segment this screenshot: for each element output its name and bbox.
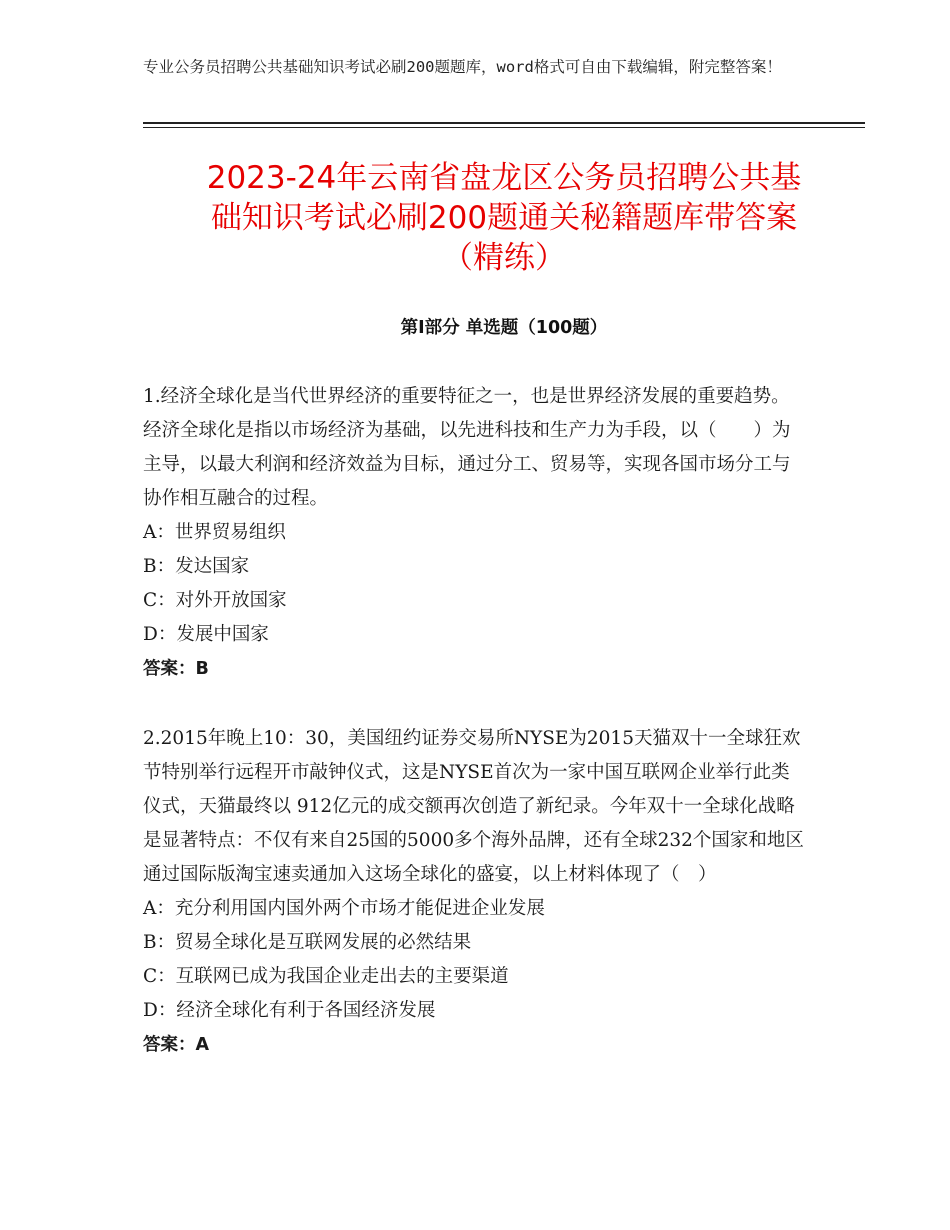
title-line-1: 2023-24年云南省盘龙区公务员招聘公共基 xyxy=(206,160,802,196)
option-a: A：世界贸易组织 xyxy=(143,522,286,543)
option-c: C：互联网已成为我国企业走出去的主要渠道 xyxy=(143,966,509,987)
title-line-2: 础知识考试必刷200题通关秘籍题库带答案 xyxy=(210,200,798,236)
document-title xyxy=(143,158,865,278)
answer: 答案：A xyxy=(143,1035,210,1055)
option-c: C：对外开放国家 xyxy=(143,590,287,611)
question-stem: 1.经济全球化是当代世界经济的重要特征之一，也是世界经济发展的重要趋势。经济全球化是指以市场经济为基础，以先进科技和生产力为手段，以（ ）为主导，以最大利润和经济效益为目标，通过分工、贸易等，实现各国市场分工与协作相互融合的过程。 xyxy=(143,386,791,509)
option-b: B：发达国家 xyxy=(143,556,250,577)
header-divider-thin xyxy=(143,127,865,128)
option-b: B：贸易全球化是互联网发展的必然结果 xyxy=(143,932,472,953)
option-d: D：发展中国家 xyxy=(143,624,269,645)
question-1 xyxy=(143,380,808,686)
option-d: D：经济全球化有利于各国经济发展 xyxy=(143,1000,436,1021)
header-divider-thick xyxy=(143,122,865,124)
header-note: 专业公务员招聘公共基础知识考试必刷200题题库，word格式可自由下载编辑，附完整答案！ xyxy=(143,58,782,76)
answer: 答案：B xyxy=(143,659,209,679)
question-stem: 2.2015年晚上10：30，美国纽约证券交易所NYSE为2015天猫双十一全球狂欢节特别举行远程开市敲钟仪式，这是NYSE首次为一家中国互联网企业举行此类仪式，天猫最终以 912亿元的成交额再次创造了新纪录。今年双十一全球化战略是显著特点：不仅有来自25国的5000多个海外品牌，还有全球232个国家和地区通过国际版淘宝速卖通加入这场全球化的盛宴，以上材料体现了（ ） xyxy=(143,728,804,885)
question-2 xyxy=(143,722,808,1062)
option-a: A：充分利用国内国外两个市场才能促进企业发展 xyxy=(143,898,545,919)
title-line-3: （精练） xyxy=(442,240,566,276)
section-heading: 第Ⅰ部分 单选题（100题） xyxy=(400,318,608,338)
